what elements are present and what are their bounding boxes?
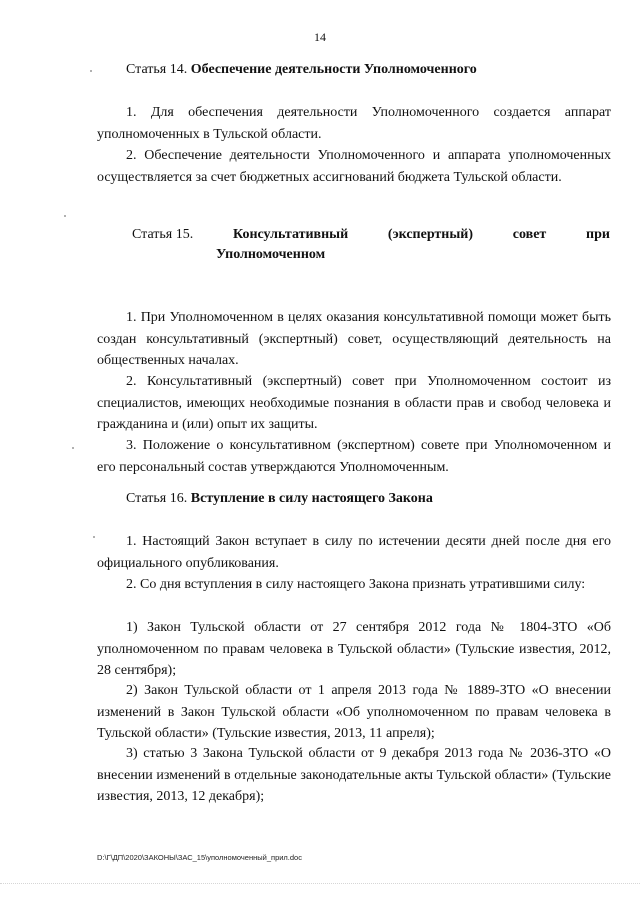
scan-speck <box>93 536 95 538</box>
article-15-paragraph-3: 3. Положение о консультативном (экспертном) совете при Уполномоченном и его персональный состав утверждаются Уполномоченным. <box>97 438 611 475</box>
article-14-prefix: Статья 14. <box>126 62 188 77</box>
scan-speck <box>72 447 74 449</box>
article-15-paragraph-2: 2. Консультативный (экспертный) совет при Уполномоченном состоит из специалистов, имеющих необходимые познания в области прав и свобод человека и гражданина и (или) опыт их защиты. <box>97 374 611 432</box>
article-15-title-line-2: Уполномоченном <box>216 247 326 262</box>
article-14-title: Обеспечение деятельности Уполномоченного <box>190 62 477 77</box>
article-15-title-word: совет <box>512 227 547 242</box>
page-number: 14 <box>314 30 326 44</box>
scan-speck <box>64 215 66 217</box>
article-16-item-2: 2) Закон Тульской области от 1 апреля 2013 года № 1889-ЗТО «О внесении изменений в Закон Тульской области «Об уполномоченном по правам человека в Тульской области» (Тульские известия, 2013, 11 апреля); <box>97 683 611 741</box>
article-16-item-1: 1) Закон Тульской области от 27 сентября 2012 года № 1804-ЗТО «Об уполномоченном по правам человека в Тульской области» (Тульские известия, 2012, 28 сентября); <box>97 620 611 678</box>
article-15-title-word: (экспертный) <box>387 227 474 242</box>
article-16-item-3: 3) статью 3 Закона Тульской области от 9 декабря 2013 года № 2036-ЗТО «О внесении изменений в отдельные законодательные акты Тульской области» (Тульские известия, 2013, 12 декабря); <box>97 746 611 804</box>
article-14-paragraph-2: 2. Обеспечение деятельности Уполномоченного и аппарата уполномоченных осуществляется за счет бюджетных ассигнований бюджета Тульской области. <box>97 148 611 185</box>
scan-edge-specks <box>0 883 640 888</box>
article-15-heading <box>132 227 610 263</box>
article-16-heading <box>126 491 433 507</box>
article-15-paragraph-1: 1. При Уполномоченном в целях оказания консультативной помощи может быть создан консультативный (экспертный) совет, осуществляющий деятельность на общественных началах. <box>97 310 611 368</box>
article-16-paragraph-1: 1. Настоящий Закон вступает в силу по истечении десяти дней после дня его официального опубликования. <box>97 534 611 571</box>
article-16-title: Вступление в силу настоящего Закона <box>190 491 433 506</box>
article-14-paragraph-1: 1. Для обеспечения деятельности Уполномоченного создается аппарат уполномоченных в Тульской области. <box>97 105 611 142</box>
file-path-footer: D:\Г\ДП\2020\ЗАКОНЫ\ЗАС_15\уполномоченный_прил.doc <box>97 853 302 862</box>
article-16-prefix: Статья 16. <box>126 491 188 506</box>
article-14-heading <box>126 62 477 78</box>
article-15-title-word: при <box>586 227 610 242</box>
article-15-prefix: Статья 15. <box>132 227 194 242</box>
article-16-paragraph-2: 2. Со дня вступления в силу настоящего Закона признать утратившими силу: <box>126 577 586 592</box>
scan-speck <box>90 70 92 72</box>
article-15-title-word: Консультативный <box>232 227 349 242</box>
